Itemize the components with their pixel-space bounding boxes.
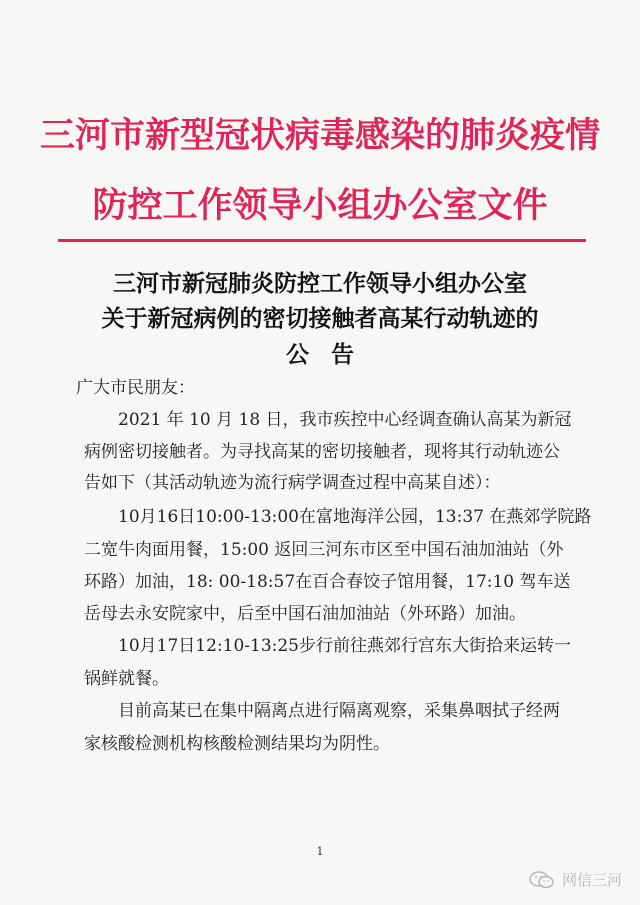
wechat-icon	[528, 870, 556, 890]
body-line: 10月17日12:10-13:25步行前往燕郊行宫东大街拾来运转一	[118, 636, 571, 656]
body-line: 2021 年 10 月 18 日，我市疾控中心经调查确认高某为新冠	[118, 410, 572, 430]
body-line: 二宽牛肉面用餐，15:00 返回三河东市区至中国石油加油站（外	[84, 540, 564, 560]
header-title-line1: 三河市新型冠状病毒感染的肺炎疫情	[39, 115, 600, 156]
body-line: 病例密切接触者。为寻找高某的密切接触者，现将其行动轨迹公	[84, 442, 560, 462]
body-line: 告如下（其活动轨迹为流行病学调查过程中高某自述）：	[84, 473, 501, 493]
body-line: 锅鲜就餐。	[84, 669, 169, 689]
body-line: 家核酸检测机构核酸检测结果均为阴性。	[84, 734, 390, 754]
watermark	[528, 869, 622, 890]
body-line: 环路）加油，18: 00-18:57在百合春饺子馆用餐，17:10 驾车送	[84, 572, 571, 592]
body-line: 目前高某已在集中隔离点进行隔离观察，采集鼻咽拭子经两	[118, 701, 560, 721]
notice-title-line2: 关于新冠病例的密切接触者高某行动轨迹的	[101, 305, 539, 332]
page-number: 1	[316, 845, 324, 858]
header-title-line2: 防控工作领导小组办公室文件	[92, 185, 548, 226]
salutation: 广大市民朋友：	[76, 378, 195, 398]
body-line: 岳母去永安院家中，后至中国石油加油站（外环路）加油。	[84, 604, 526, 624]
header-divider	[58, 239, 586, 242]
notice-title-line3: 公告	[286, 341, 376, 368]
body-line: 10月16日10:00-13:00在富地海洋公园，13:37 在燕郊学院路	[118, 507, 592, 527]
notice-title-line1: 三河市新冠肺炎防控工作领导小组办公室	[113, 270, 527, 297]
watermark-text: 网信三河	[561, 871, 622, 889]
